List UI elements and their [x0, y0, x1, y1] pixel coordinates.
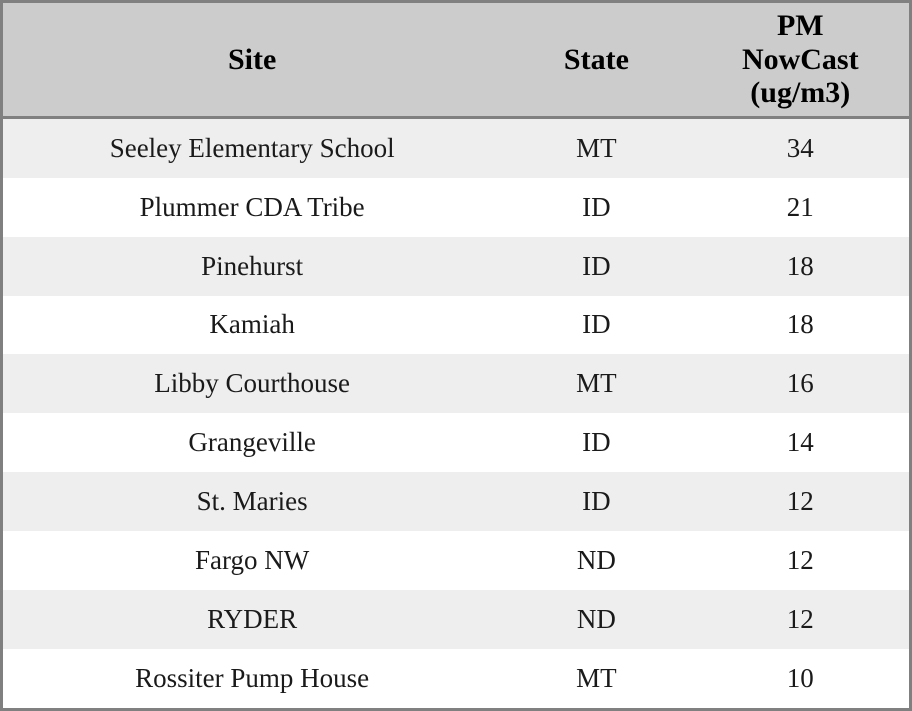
cell-state: ID	[501, 472, 691, 531]
cell-pm-nowcast: 21	[692, 178, 909, 237]
column-header-state	[501, 3, 691, 117]
cell-pm-nowcast: 12	[692, 531, 909, 590]
column-header-pm-line3: (ug/m3)	[750, 76, 851, 110]
cell-state: ID	[501, 296, 691, 355]
cell-pm-nowcast: 14	[692, 413, 909, 472]
table-row	[3, 117, 909, 177]
cell-state: ID	[501, 237, 691, 296]
column-header-site	[3, 3, 501, 117]
table-row	[3, 354, 909, 413]
cell-pm-nowcast: 16	[692, 354, 909, 413]
cell-state: MT	[501, 117, 691, 177]
table-row	[3, 531, 909, 590]
cell-site: RYDER	[3, 590, 501, 649]
cell-pm-nowcast: 10	[692, 649, 909, 708]
table-row	[3, 472, 909, 531]
table-row	[3, 296, 909, 355]
cell-site: St. Maries	[3, 472, 501, 531]
table-row	[3, 178, 909, 237]
column-header-pm-line2: NowCast	[741, 42, 859, 76]
table-body	[3, 117, 909, 708]
cell-site: Seeley Elementary School	[3, 117, 501, 177]
pm-nowcast-table	[3, 3, 909, 708]
cell-pm-nowcast: 12	[692, 590, 909, 649]
cell-state: ID	[501, 413, 691, 472]
cell-site: Kamiah	[3, 296, 501, 355]
cell-state: MT	[501, 649, 691, 708]
column-header-pm-nowcast	[692, 3, 909, 117]
cell-site: Grangeville	[3, 413, 501, 472]
column-header-pm-line1: PM	[776, 9, 824, 42]
cell-site: Fargo NW	[3, 531, 501, 590]
table-row	[3, 590, 909, 649]
cell-state: MT	[501, 354, 691, 413]
cell-state: ND	[501, 531, 691, 590]
table-header	[3, 3, 909, 117]
table-row	[3, 649, 909, 708]
table-header-row	[3, 3, 909, 117]
cell-site: Plummer CDA Tribe	[3, 178, 501, 237]
cell-pm-nowcast: 12	[692, 472, 909, 531]
cell-site: Pinehurst	[3, 237, 501, 296]
table-row	[3, 413, 909, 472]
column-header-state-label: State	[563, 42, 629, 76]
cell-site: Libby Courthouse	[3, 354, 501, 413]
cell-pm-nowcast: 18	[692, 296, 909, 355]
cell-state: ND	[501, 590, 691, 649]
cell-pm-nowcast: 18	[692, 237, 909, 296]
table-row	[3, 237, 909, 296]
cell-site: Rossiter Pump House	[3, 649, 501, 708]
column-header-site-label: Site	[227, 42, 277, 76]
cell-state: ID	[501, 178, 691, 237]
cell-pm-nowcast: 34	[692, 117, 909, 177]
